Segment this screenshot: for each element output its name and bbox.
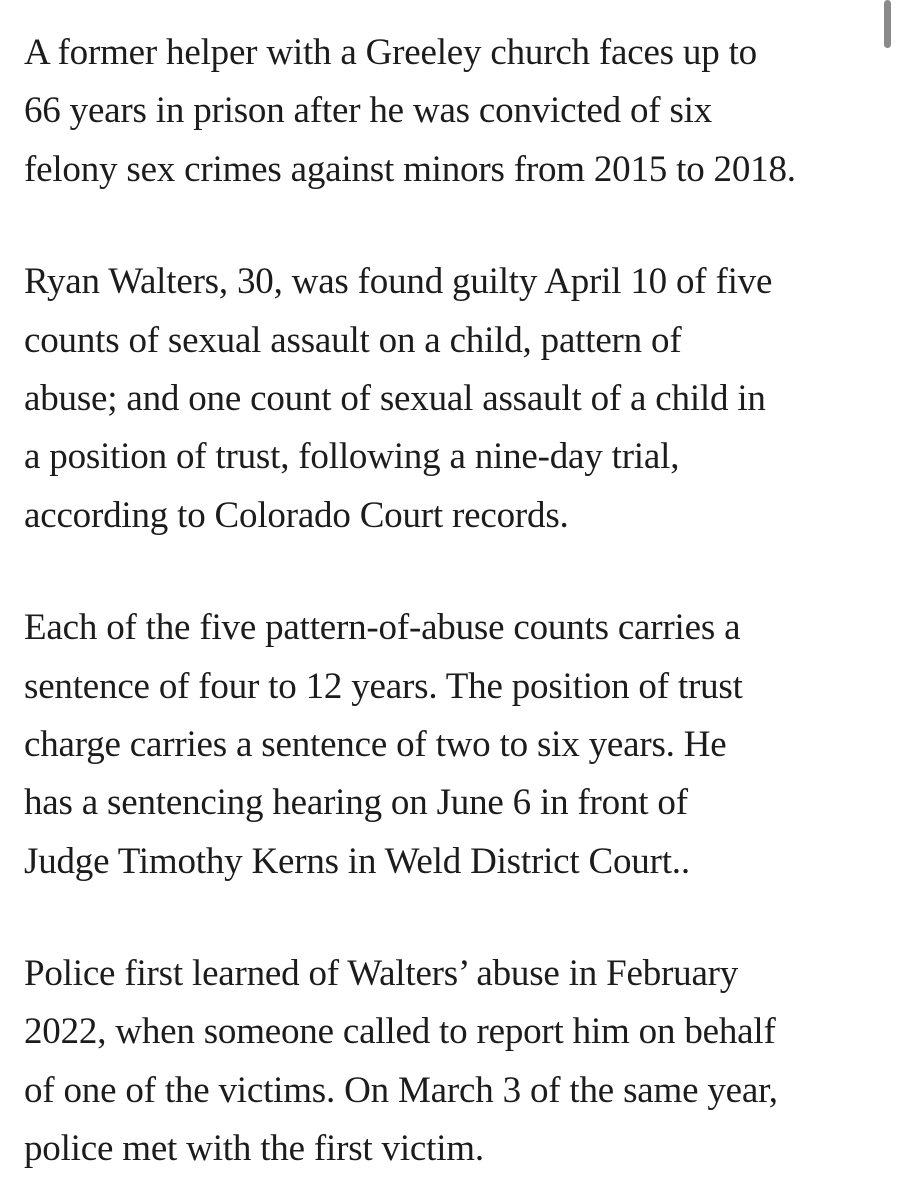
text-line: A former helper with a Greeley church faces up to: [24, 32, 757, 73]
text-line: of one of the victims. On March 3 of the same year,: [24, 1069, 778, 1111]
paragraph-sentencing: [24, 599, 876, 891]
text-line: charge carries a sentence of two to six years. He: [24, 723, 727, 765]
scrollbar-thumb[interactable]: [884, 0, 891, 48]
paragraph-verdict: [24, 253, 876, 545]
text-line: abuse; and one count of sexual assault of a child in: [24, 377, 766, 419]
text-line: 2022, when someone called to report him on behalf: [24, 1011, 776, 1053]
text-line: a position of trust, following a nine-day trial,: [24, 436, 680, 478]
text-line: felony sex crimes against minors from 2015 to 2018.: [24, 148, 796, 190]
text-line: according to Colorado Court records.: [24, 494, 569, 536]
text-line: Judge Timothy Kerns in Weld District Court..: [24, 840, 690, 882]
text-line: Police first learned of Walters’ abuse in February: [24, 953, 739, 995]
text-line: sentence of four to 12 years. The position of trust: [24, 665, 743, 707]
text-line: 66 years in prison after he was convicted of six: [24, 90, 713, 132]
text-line: counts of sexual assault on a child, pattern of: [24, 319, 682, 361]
paragraph-intro: [24, 24, 876, 199]
article-body: [24, 24, 876, 1179]
text-line: police met with the first victim.: [24, 1128, 484, 1170]
paragraph-investigation: [24, 945, 876, 1179]
text-line: has a sentencing hearing on June 6 in front of: [24, 782, 688, 824]
text-line: Ryan Walters, 30, was found guilty April 10 of five: [24, 261, 773, 303]
text-line: Each of the five pattern-of-abuse counts carries a: [24, 607, 741, 649]
